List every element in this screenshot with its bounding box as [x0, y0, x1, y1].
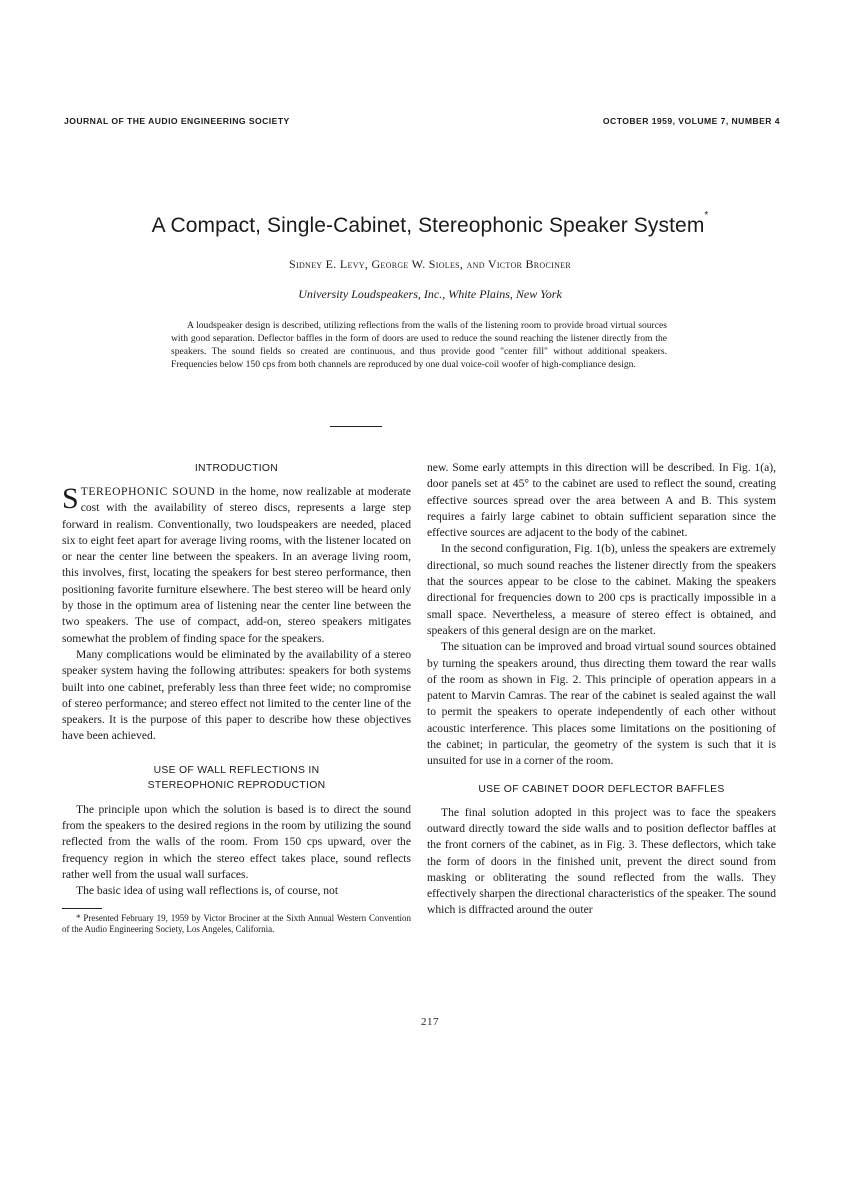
wall-paragraph-4: The situation can be improved and broad virtual sound sources obtained by turning the speakers around, thus directing them toward the rear walls of the room as shown in Fig. 2. This principle of operation appears in a patent to Marvin Camras. The rear of the cabinet is sealed against the wall to permit the speakers to operate independently of each other without acoustic interference. This places some limitations on the positioning of the cabinet; in particular, the geometry of the system is such that it is unsuited for use in a corner of the room.: [427, 640, 776, 768]
left-column: [62, 461, 411, 936]
intro-paragraph-2: Many complications would be eliminated by the availability of a stereo speaker system having the following attributes: speakers for both systems built into one cabinet, preferably less than three feet wide; no compromise of stereo performance; and stereo effect not limited to the center line of the speakers. It is the purpose of this paper to describe how these objectives have been achieved.: [62, 647, 411, 743]
footnote: * Presented February 19, 1959 by Victor Brociner at the Sixth Annual Western Convention of the Audio Engineering Society, Los Angeles, California.: [62, 912, 411, 935]
drop-cap: S: [62, 482, 79, 515]
section-heading-wall-reflections: [62, 763, 411, 793]
wall-paragraph-2-cont: new. Some early attempts in this direction will be described. In Fig. 1(a), door panels set at 45° to the cabinet are used to reflect the sound, creating effective sources spread over the area between A and B. This system requires a fairly large cabinet to obtain sufficient separation since the effective sources are adjacent to the body of the cabinet.: [427, 461, 776, 540]
lead-words: TEREOPHONIC SOUND: [80, 485, 216, 498]
wall-paragraph-2-start: The basic idea of using wall reflections is, of course, not: [76, 884, 339, 898]
paper-title: [0, 210, 860, 238]
heading-line-2: STEREOPHONIC REPRODUCTION: [147, 779, 326, 791]
section-heading-introduction: INTRODUCTION: [194, 463, 279, 474]
abstract: A loudspeaker design is described, utilizing reflections from the walls of the listening room to provide broad virtual sources with good separation. Deflector baffles in the form of doors are used to reduce the sound reaching the listener directly from the speakers. The sound fields so created are continuous, and thus provide good "center fill" without additional speakers. Frequencies below 150 cps from both channels are reproduced by one dual voice-coil woofer of high-compliance design.: [171, 320, 667, 370]
author-list: Sidney E. Levy, George W. Sioles, and Victor Brociner: [289, 257, 571, 271]
heading-line-1: USE OF WALL REFLECTIONS IN: [153, 764, 320, 776]
separator-rule: [330, 426, 382, 427]
issue-info: OCTOBER 1959, VOLUME 7, NUMBER 4: [602, 116, 780, 126]
intro-paragraph-1-text: in the home, now realizable at moderate cost with the availability of stereo discs, represents a large step forward in realism. Conventionally, two loudspeakers are needed, placed six to eight feet apart for average living rooms, with the listener located on or near the center line between the speakers. In an average living room, this involves, first, locating the speakers for best stereo performance, then positioning favorite furniture elsewhere. The best stereo will be heard only by those in the optimum area of listening near the center line between the two speakers. The use of compact, add-on, stereo speakers mitigates somewhat the problem of finding space for the speakers.: [62, 485, 411, 645]
page-number: 217: [421, 1016, 439, 1028]
wall-paragraph-3: In the second configuration, Fig. 1(b), unless the speakers are extremely directional, so much sound reaches the listener directly from the speakers that the sources appear to be close to the cabinet. Making the speakers directional for frequencies down to 200 cps is practically impossible in a small space. Nevertheless, a measure of stereo effect is obtained, and speakers of this general design are on the market.: [427, 542, 776, 637]
right-column: [427, 460, 776, 919]
journal-name: JOURNAL OF THE AUDIO ENGINEERING SOCIETY: [64, 116, 290, 126]
affiliation: University Loudspeakers, Inc., White Plains, New York: [298, 287, 562, 301]
footnote-rule: [62, 908, 102, 909]
wall-paragraph-1: The principle upon which the solution is based is to direct the sound from the speakers to the desired regions in the room by utilizing the sound reflected from the walls of the room. From 150 cps upward, over the frequency region in which the stereo effect takes place, sound reflects rather well from the usual wall surfaces.: [62, 802, 411, 881]
intro-paragraph-1: [62, 484, 411, 647]
door-paragraph-1: The final solution adopted in this project was to face the speakers outward directly toward the side walls and to position deflector baffles at the front corners of the cabinet, as in Fig. 3. These deflectors, which take the form of doors in the finished unit, prevent the direct sound from masking or obliterating the sound reflected from the walls. They effectively sharpen the directional characteristics of the speaker. The sound which is diffracted around the outer: [427, 805, 776, 917]
paper-title-text: A Compact, Single-Cabinet, Stereophonic Speaker System: [151, 214, 705, 237]
section-heading-door-baffles: USE OF CABINET DOOR DEFLECTOR BAFFLES: [478, 783, 725, 795]
title-footnote-mark: *: [704, 210, 709, 221]
